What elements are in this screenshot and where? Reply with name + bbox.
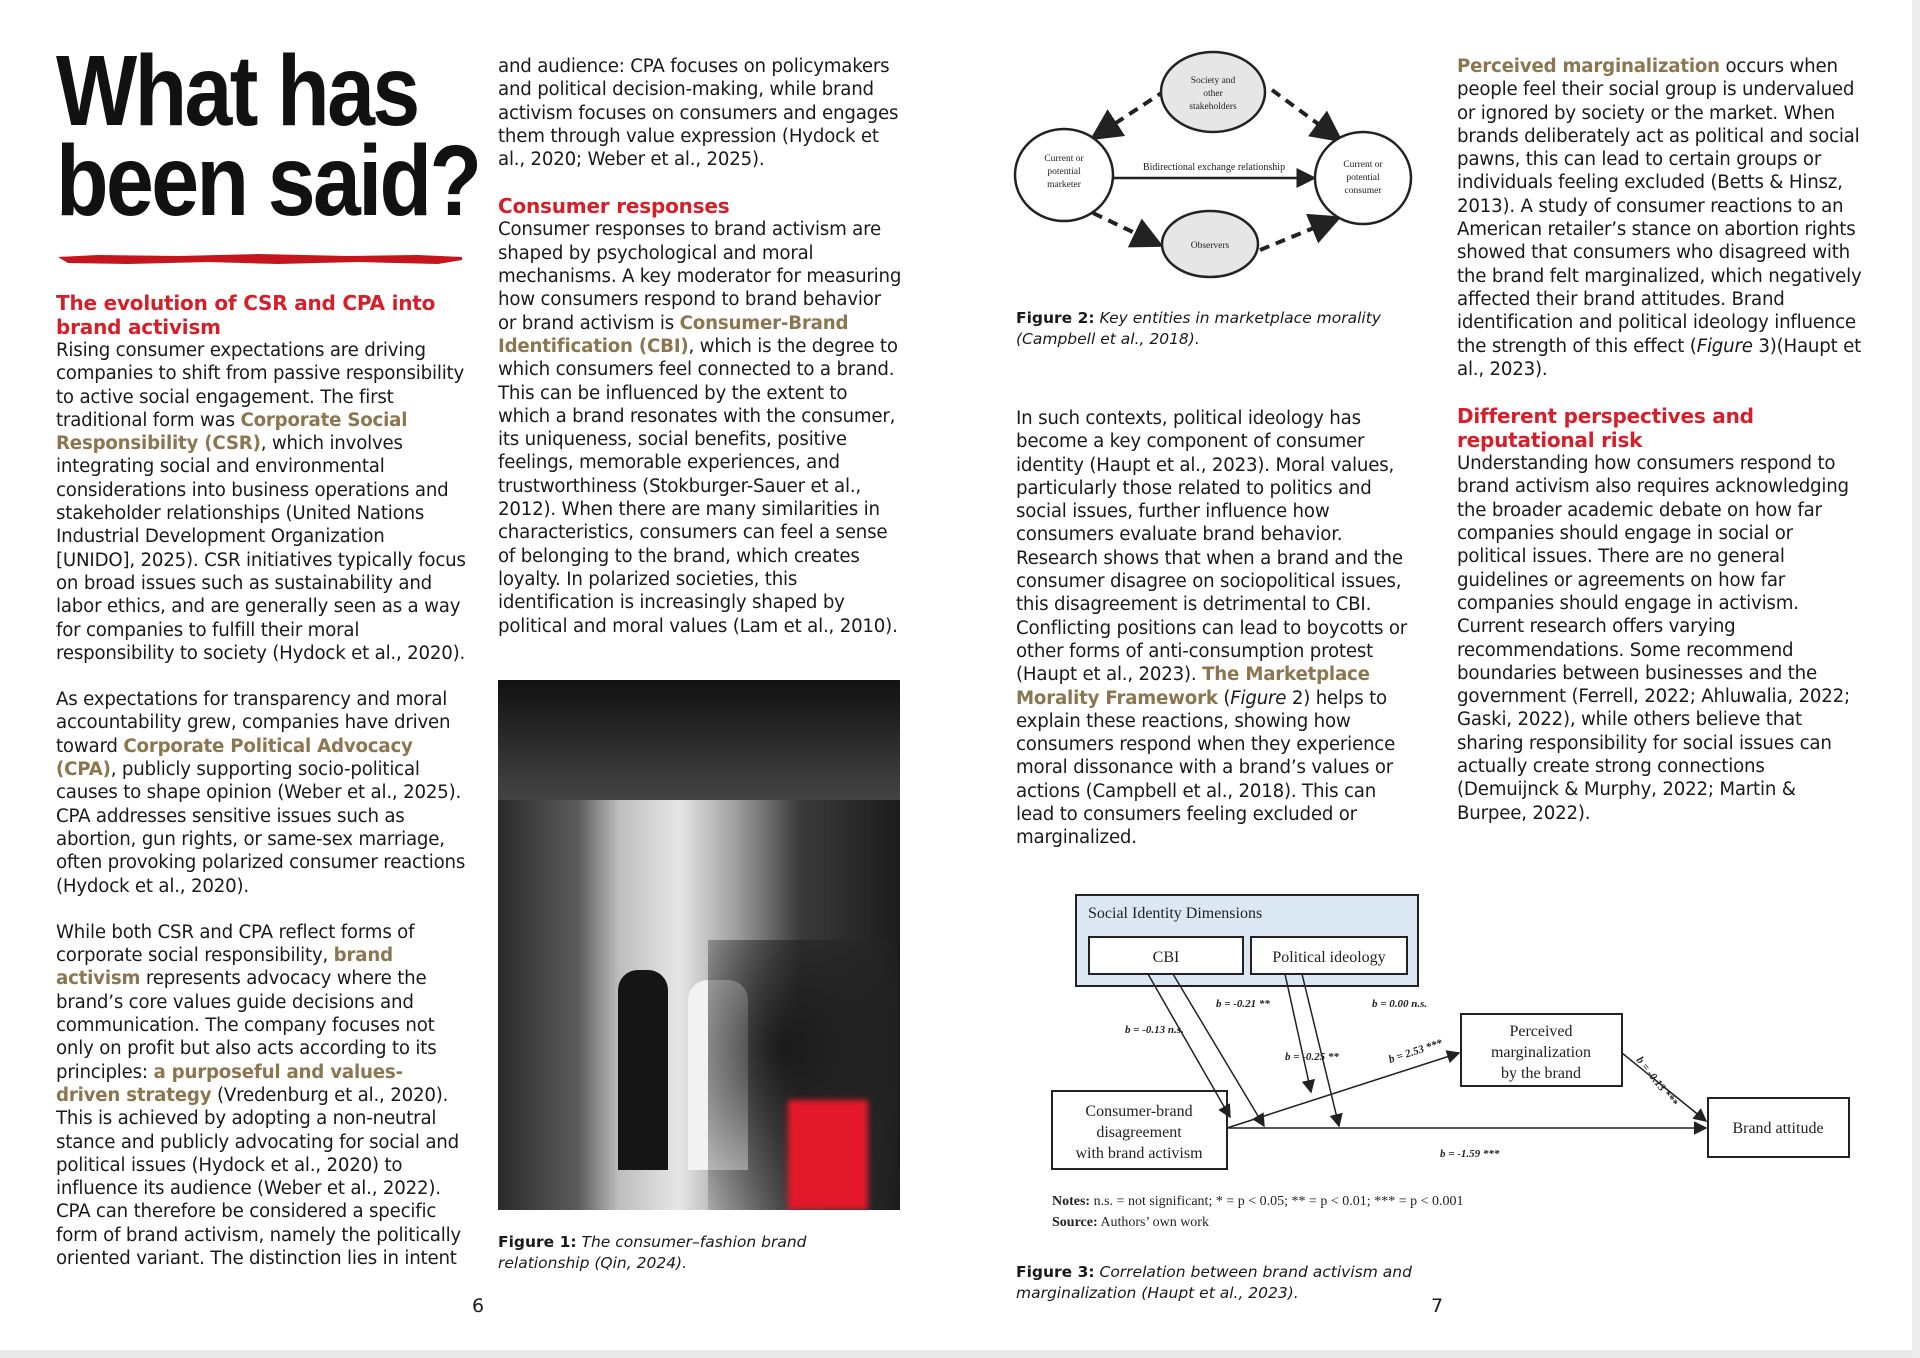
text-run: and audience: CPA focuses on policymakers and political decision-making, while brand activism focuses on consumers and engages them through value expression (Hydock et al., 2020; Weber et al., 2025).: [498, 56, 899, 171]
box-label: Political ideology: [1272, 949, 1386, 966]
node-label: Current or: [1044, 154, 1084, 164]
section-heading-consumer-responses: Consumer responses: [498, 194, 730, 219]
group-label: Social Identity Dimensions: [1088, 905, 1263, 922]
box-label: by the brand: [1501, 1065, 1581, 1082]
page-number-left: 6: [472, 1295, 485, 1317]
node-label: Society and: [1190, 76, 1236, 86]
text-run: As expectations for transparency and moral accountability grew, companies have driven toward: [56, 689, 451, 757]
text-run: (Vredenburg et al., 2020). This is achieved by adopting a non-neutral stance and publicly advocating for social and political issues (Hydock et al., 2020) to influence its audience (Weber et al., 2022). CPA can therefore be considered a specific form of brand activism, namely the politically oriented variant. The distinction lies in intent: [56, 1084, 462, 1269]
node-label: other: [1203, 89, 1223, 99]
italic-text: Figure: [1230, 687, 1287, 709]
page-title: What has been said?: [56, 35, 480, 237]
box-label: with brand activism: [1075, 1145, 1203, 1162]
column-2: [498, 55, 902, 661]
node-label: marketer: [1047, 180, 1081, 190]
page-right-edge: [1912, 0, 1920, 1358]
paragraph: [56, 688, 466, 898]
column-1: [56, 291, 466, 1293]
highlighted-term: Perceived marginalization: [1457, 56, 1720, 77]
source-text: Authors’ own work: [1097, 1215, 1209, 1230]
paragraph: [1457, 55, 1867, 381]
text-run: 3)(Haupt et al., 2023).: [1457, 335, 1862, 380]
figure-1-caption: [498, 1232, 902, 1274]
figure-2-diagram: [1000, 40, 1430, 310]
figure-2-caption: [1016, 308, 1416, 350]
node-label: stakeholders: [1189, 102, 1237, 112]
coefficient-label: b = 0.00 n.s.: [1372, 998, 1428, 1010]
node-label: Observers: [1190, 241, 1230, 251]
figure-label: Figure 2:: [1016, 309, 1095, 327]
column-3: [1016, 407, 1408, 873]
coefficient-label: b = -0.13 ***: [1633, 1054, 1680, 1109]
highlighted-term: The Marketplace Morality Framework: [1016, 664, 1370, 709]
text-run: In such contexts, political ideology has become a key component of consumer identity (Haupt et al., 2023). Moral values, particularly those related to politics and social issues, further influence how consumers evaluate brand behavior. Research shows that when a brand and the consumer disagree on sociopolitical issues, this disagreement is detrimental to CBI. Conflicting positions can lead to boycotts or other forms of anti-consumption protest (Haupt et al., 2023).: [1016, 408, 1408, 686]
paragraph: [1457, 452, 1867, 825]
section-heading-evolution: The evolution of CSR and CPA into brand activism: [56, 291, 436, 339]
figure-1-photo: [498, 680, 900, 1210]
body-text: [1457, 55, 1867, 381]
page-number-right: 7: [1431, 1295, 1444, 1317]
paragraph: [1016, 407, 1408, 850]
body-text: [1016, 407, 1408, 850]
box-label: disagreement: [1096, 1124, 1182, 1141]
box-label: Brand attitude: [1732, 1120, 1824, 1137]
figure-label: Figure 1:: [498, 1233, 577, 1251]
text-run: , publicly supporting socio-political causes to shape opinion (Weber et al., 2025). CPA addresses sensitive issues such as abortion, gun rights, or same-sex marriage, often provoking polarized consumer reactions (Hydock et al., 2020).: [56, 759, 466, 897]
page-bottom-edge: [0, 1350, 1920, 1358]
figure-3-diagram: [1040, 885, 1870, 1235]
text-run: Consumer responses to brand activism are shaped by psychological and moral mechanisms. A key moderator for measuring how consumers respond to brand behavior or brand activism is: [498, 219, 902, 334]
column-4: [1457, 55, 1867, 848]
text-run: Understanding how consumers respond to brand activism also requires acknowledging the broader academic debate on how far companies should engage in social or political issues. There are no general guidelines or agreements on how far companies should engage in activism. Current research offers varying recommendations. Some recommend boundaries between businesses and the government (Ferrell, 2022; Ahluwalia, 2022; Gaski, 2022), while others believe that sharing responsibility for social issues can actually create strong connections (Demuijnck & Murphy, 2022; Martin & Burpee, 2022).: [1457, 453, 1850, 824]
notes-text: n.s. = not significant; * = p < 0.05; ** = p < 0.01; *** = p < 0.001: [1090, 1194, 1464, 1209]
node-label: consumer: [1344, 186, 1382, 196]
coefficient-label: b = -0.25 **: [1285, 1051, 1339, 1063]
coefficient-label: b = -1.59 ***: [1440, 1148, 1500, 1160]
box-label: CBI: [1152, 949, 1180, 966]
highlighted-term: Consumer-Brand Identification (CBI): [498, 312, 849, 357]
caption-text: The consumer–fashion brand relationship (Qin, 2024).: [498, 1233, 807, 1272]
text-run: , which is the degree to which consumers feel connected to a brand. This can be influenced by the extent to which a brand resonates with the consumer, its uniqueness, social benefits, positive feelings, memorable experiences, and trustworthiness (Stokburger-Sauer et al., 2012). When there are many similarities in characteristics, consumers can feel a sense of belonging to the brand, which creates loyalty. In polarized societies, this identification is increasingly shaped by political and moral values (Lam et al., 2010).: [498, 335, 898, 637]
text-run: (: [1217, 687, 1231, 709]
paragraph: [498, 218, 902, 637]
highlighted-term: Corporate Political Advocacy (CPA): [56, 735, 413, 781]
body-text: [498, 218, 902, 637]
node-label: potential: [1346, 173, 1380, 183]
text-run: , which involves integrating social and environmental considerations into business operations and stakeholder relationships (United Nations Industrial Development Organization [UNIDO], 2025). CSR initiatives typically focus on broad issues such as sustainability and labor ethics, and are generally seen as a way for companies to fulfill their moral responsibility to society (Hydock et al., 2020).: [56, 433, 466, 664]
text-run: 2) helps to explain these reactions, showing how consumers respond when they experience moral dissonance with a brand’s values or actions (Campbell et al., 2018). This can lead to consumers feeling excluded or marginalized.: [1016, 687, 1396, 849]
figure-3-caption: [1016, 1262, 1416, 1304]
paragraph: [56, 339, 466, 665]
section-heading-perspectives: Different perspectives and reputational risk: [1457, 404, 1754, 453]
coefficient-label: b = -0.13 n.s.: [1125, 1024, 1184, 1036]
body-text: [498, 55, 902, 171]
coefficient-label: b = 2.53 ***: [1387, 1037, 1444, 1066]
body-text: [56, 339, 466, 1270]
source-label: Source:: [1052, 1215, 1098, 1230]
node-label: Current or: [1343, 160, 1383, 170]
node-label: potential: [1047, 167, 1081, 177]
box-label: marginalization: [1490, 1044, 1592, 1061]
figure-label: Figure 3:: [1016, 1263, 1095, 1281]
caption-text: Correlation between brand activism and marginalization (Haupt et al., 2023).: [1016, 1263, 1412, 1302]
edge-label: Bidirectional exchange relationship: [1142, 162, 1286, 173]
svg-text:Notes: n.s. = not significant;: [1052, 1194, 1463, 1209]
text-run: occurs when people feel their social group is undervalued or ignored by society or the market. When brands deliberately act as political and social pawns, this can lead to certain groups or individuals feeling excluded (Betts & Hinsz, 2013). A study of consumer reactions to an American retailer’s stance on abortion rights showed that consumers who disagreed with the brand felt marginalized, which negatively affected their brand attitudes. Brand identification and political ideology influence the strength of this effect (: [1457, 56, 1862, 357]
caption-text: Key entities in marketplace morality (Campbell et al., 2018).: [1016, 309, 1381, 348]
box-label: Perceived: [1509, 1023, 1573, 1040]
text-run: Rising consumer expectations are driving companies to shift from passive responsibility to active social engagement. The first traditional form was: [56, 340, 465, 431]
notes-label: Notes:: [1052, 1194, 1091, 1209]
svg-text:Source: Authors’ own work: [1052, 1215, 1209, 1230]
box-label: Consumer-brand: [1085, 1103, 1193, 1120]
highlighted-term: brand activism: [56, 945, 393, 990]
body-text: [1457, 452, 1867, 825]
italic-text: Figure: [1696, 335, 1753, 357]
highlighted-term: a purposeful and values-driven strategy: [56, 1061, 403, 1106]
text-run: While both CSR and CPA reflect forms of corporate social responsibility,: [56, 921, 415, 967]
highlighted-term: Corporate Social Responsibility (CSR): [56, 409, 408, 455]
paragraph: [498, 55, 902, 171]
red-brush-stroke: [58, 252, 462, 266]
coefficient-label: b = -0.21 **: [1216, 998, 1270, 1010]
paragraph: [56, 921, 466, 1270]
text-run: represents advocacy where the brand’s core values guide decisions and communication. The company focuses not only on profit but also acts according to its principles:: [56, 968, 437, 1083]
